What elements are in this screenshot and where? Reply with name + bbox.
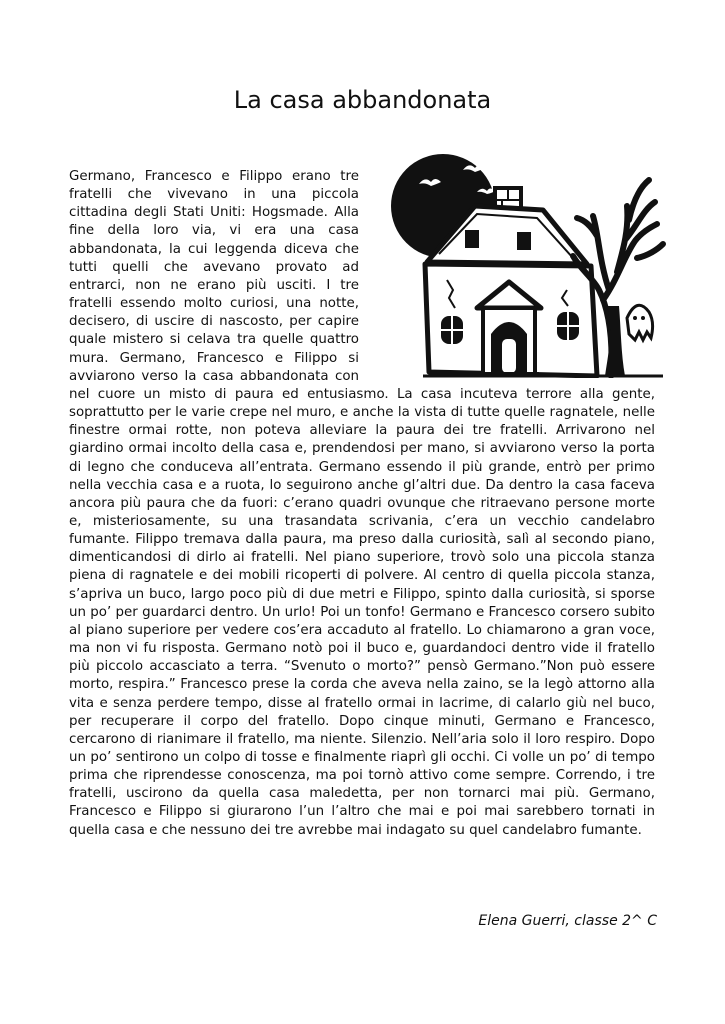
author-signature: Elena Guerri, classe 2^ C bbox=[478, 913, 657, 929]
story-body: Germano, Francesco e Filippo erano tre fratelli che vivevano in una piccola cittadina degli Stati Uniti: Hogsmade. Alla fine della loro via, vi era una casa abbandonata, la cui leggenda diceva che tutti quelli che avevano provato ad entrarci, non ne erano più usciti. I tre fratelli essendo molto curiosi, una notte, decisero, di uscire di nascosto, per capire quale mistero si celava tra quelle quattro mura. Germano, Francesco e Filippo si avviarono verso la casa abbandonata con nel cuore un misto di paura ed entusiasmo. La casa incuteva terrore alla gente, soprattutto per le varie crepe nel muro, e anche la vista di tutte quelle ragnatele, nelle finestre ormai rotte, non poteva alleviare la paura dei tre fratelli. Arrivarono nel giardino ormai incolto della casa e, prendendosi per mano, si avviarono verso la porta di legno che conduceva all’entrata. Germano essendo il più grande, entrò per primo nella vecchia casa e a ruota, lo seguirono anche gl’altri due. Da dentro la casa faceva ancora più paura che da fuori: c’erano quadri ovunque che ritraevano persone morte e, misteriosamente, su una trasandata scrivania, c’era un vecchio candelabro fumante. Filippo tremava dalla paura, ma preso dalla curiosità, salì al secondo piano, dimenticandosi di dirlo ai fratelli. Nel piano superiore, trovò solo una piccola stanza piena di ragnatele e dei mobili ricoperti di polvere. Al centro di quella piccola stanza, s’apriva un buco, largo poco più di due metri e Filippo, spinto dalla curiosità, si sporse un po’ per guardarci dentro. Un urlo! Poi un tonfo! Germano e Francesco corsero subito al piano superiore per vedere cos’era accaduto al fratello. Lo chiamarono a gran voce, ma non vi fu risposta. Germano notò poi il buco e, guardandoci dentro vide il fratello più piccolo accasciato a terra. “Svenuto o morto?” pensò Germano.”Non può essere morto, respira.” Francesco prese la corda che aveva nella zaino, se la legò attorno alla vita e senza perdere tempo, disse al fratello ormai in lacrime, di calarlo giù nel buco, per recuperare il corpo del fratello. Dopo cinque minuti, Germano e Francesco, cercarono di rianimare il fratello, ma niente. Silenzio. Nell’aria solo il loro respiro. Dopo un po’ sentirono un colpo di tosse e finalmente riaprì gli occhi. Ci volle un po’ di tempo prima che riprendesse conoscenza, ma poi tornò attivo come sempre. Correndo, i tre fratelli, uscirono da quella casa maledetta, per non tornarci mai più. Germano, Francesco e Filippo si giurarono l’un l’altro che mai e poi mai sarebbero tornati in quella casa e che nessuno dei tre avrebbe mai indagato su quel candelabro fumante. bbox=[69, 169, 655, 838]
page-title: La casa abbandonata bbox=[233, 86, 492, 114]
haunted-house-illustration bbox=[367, 140, 667, 378]
story-text bbox=[69, 168, 655, 840]
